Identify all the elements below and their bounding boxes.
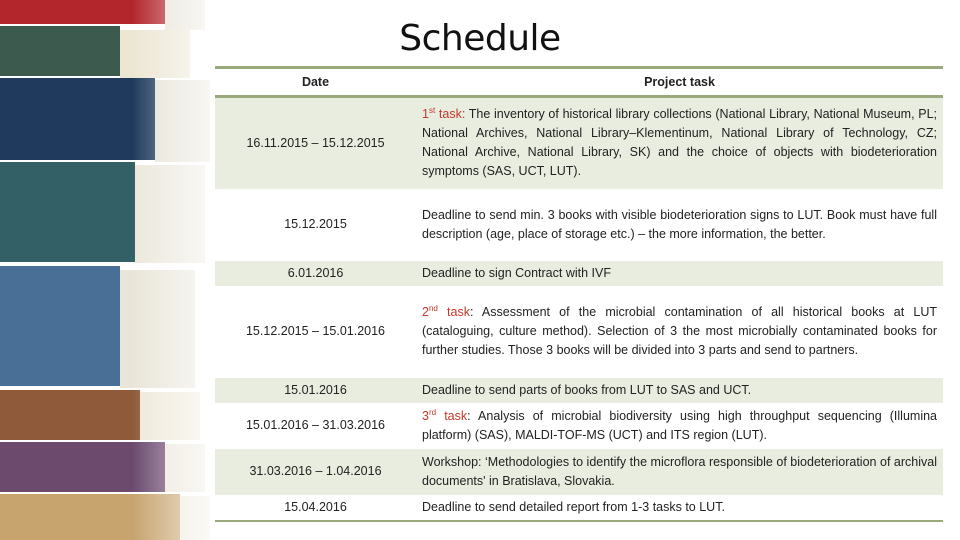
table-row [215,449,943,495]
table-row [215,261,943,286]
table-row [215,403,943,449]
row-date: 31.03.2016 – 1.04.2016 [215,449,416,495]
row-task: Deadline to sign Contract with IVF [416,261,943,286]
table-row [215,97,943,189]
schedule-table [215,66,943,522]
row-date: 15.12.2015 [284,217,347,231]
header-project-task: Project task [416,68,943,97]
table-row [215,189,943,261]
row-task: 1st task: The inventory of historical library collections (National Library, National Museum, PL; National Archives, National Library–Klementinum, National Library of Technology, CZ; National Archive, National Library, SK) and the choice of objects with biodeterioration symptoms (SAS, UCT, LUT). [416,97,943,189]
row-task: Deadline to send parts of books from LUT to SAS and UCT. [416,378,943,403]
row-date: 15.01.2016 – 31.03.2016 [245,418,386,432]
row-date: 16.11.2015 – 15.12.2015 [215,97,416,189]
row-task: 3rd task: Analysis of microbial biodiversity using high throughput sequencing (Illumina platform) (SAS), MALDI-TOF-MS (UCT) and ITS region (LUT). [422,407,937,442]
table-row [215,286,943,378]
book-stack-image [0,0,240,540]
row-task: Deadline to send min. 3 books with visible biodeterioration signs to LUT. Book must have full description (age, place of storage etc.) – the more information, the better. [422,207,937,241]
row-date: 6.01.2016 [215,261,416,286]
row-date: 15.12.2015 – 15.01.2016 [245,324,386,338]
row-task: Deadline to send detailed report from 1-3 tasks to LUT. [416,495,943,521]
table-row [215,378,943,403]
header-date: Date [215,68,416,97]
page-title: Schedule [399,18,561,59]
row-task: Workshop: ‘Methodologies to identify the microflora responsible of biodeterioration of archival documents' in Bratislava, Slovakia. [416,449,943,495]
row-task: 2nd task: Assessment of the microbial contamination of all historical books at LUT (cataloguing, culture method). Selection of 3 the most microbially contaminated books for further studies. Those 3 books will be divided into 3 parts and send to partners. [422,303,937,357]
row-date: 15.01.2016 [215,378,416,403]
table-row [215,495,943,521]
row-date: 15.04.2016 [215,495,416,521]
